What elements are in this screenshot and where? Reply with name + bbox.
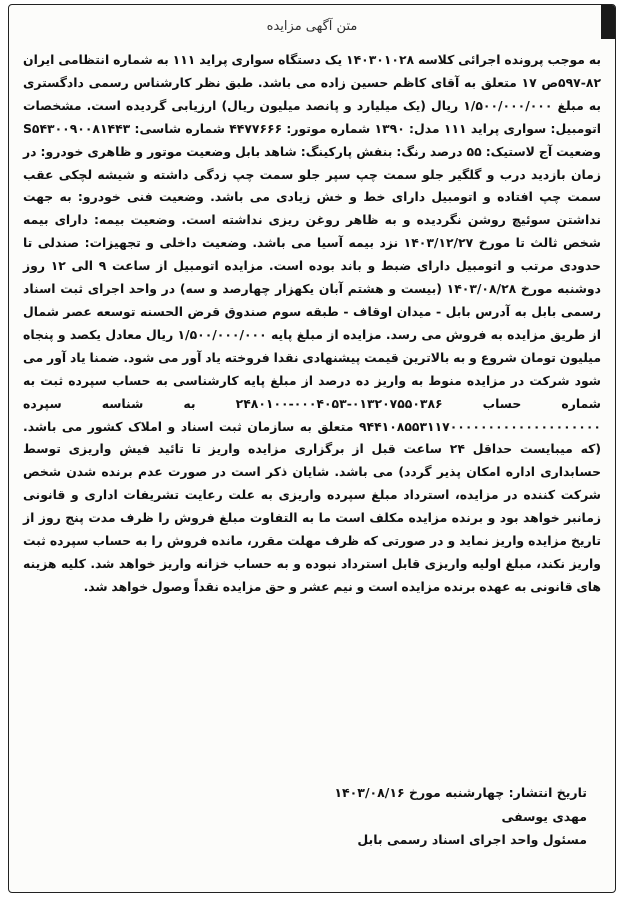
publish-date: تاریخ انتشار: چهارشنبه مورخ ۱۴۰۳/۰۸/۱۶ (334, 785, 587, 800)
notice-body: به موجب پرونده اجرائی کلاسه ۱۴۰۳۰۱۰۲۸ یک دستگاه سواری پراید ۱۱۱ به شماره انتظامی ایران ۸۲-۵۹۷ص ۱۷ متعلق به آقای کاظم حسین زاده می باشد. طبق نظر کارشناس رسمی دادگستری به مبلغ ۱/۵۰۰/۰۰۰/۰۰۰ ریال (یک میلیارد و پانصد میلیون ریال) ارزیابی گردیده است. مشخصات اتومبیل: سواری پراید ۱۱۱ مدل: ۱۳۹۰ شماره موتور: ۴۴۷۷۶۶۶ شماره شاسی: S۵۴۳۰۰۹۰۰۸۱۴۴۳ وضعیت آج لاستیک: ۵۵ درصد رنگ: بنفش پارکینگ: شاهد بابل وضعیت موتور و ظاهری خودرو: در زمان بازدید درب و گلگیر جلو سمت چپ سپر جلو سمت چپ زدگی داشته و شیشه لچکی عقب سمت چپ افتاده و اتومبیل دارای خط و خش زیادی می باشد. وضعیت فنی خودرو: به جهت نداشتن سوئیچ روشن نگردیده و به ظاهر روغن ریزی نداشته است. وضعیت بیمه: دارای بیمه شخص ثالث تا مورخ ۱۴۰۳/۱۲/۲۷ نزد بیمه آسیا می باشد. وضعیت داخلی و تجهیزات: صندلی تا حدودی مرتب و اتومبیل دارای ضبط و باند بوده است. مزایده اتومبیل از ساعت ۹ الی ۱۲ روز دوشنبه مورخ ۱۴۰۳/۰۸/۲۸ (بیست و هشتم آبان یکهزار چهارصد و سه) در واحد اجرای ثبت اسناد رسمی بابل به آدرس بابل - میدان اوقاف - طبقه سوم صندوق قرض الحسنه توسعه عصر شمال از طریق مزایده به فروش می رسد. مزایده از مبلغ پایه ۱/۵۰۰/۰۰۰/۰۰۰ ریال معادل یکصد و پنجاه میلیون تومان شروع و به بالاترین قیمت پیشنهادی نقدا فروخته یاد آور می شود. ضمنا یاد آور می شود شرکت در مزایده منوط به واریز ده درصد از مبلغ پایه کارشناسی به حساب سپرده ثبت به شماره حساب ۰۱۳۲۰۷۵۵۰۳۸۶-۰۰۰۴۰۵۳-۲۴۸۰۱۰۰ به شناسه سپرده ۹۴۴۱۰۸۵۵۳۱۱۷۰۰۰۰۰۰۰۰۰۰۰۰۰۰۰۰۰۰۰۰ متعلق به سازمان ثبت اسناد و املاک کشور می باشد. (که میبایست حداقل ۲۴ ساعت قبل از برگزاری مزایده واریز تا تائید فیش واریزی توسط حسابداری اداره امکان پذیر گردد) می باشد. شایان ذکر است در صورت عدم برنده شدن شخص شرکت کننده در مزایده، استرداد مبلغ سپرده واریزی به علت رعایت تشریفات اداری و قانونی زمانبر خواهد بود و برنده مزایده مکلف است ما به التفاوت مبلغ فروش را ظرف مدت پنج روز از تاریخ مزایده واریز نماید و در صورتی که ظرف مهلت مقرر، مانده فروش را به حساب سپرده ثبت واریز نکند، مبلغ اولیه واریزی قابل استرداد نبوده و به حساب خزانه واریز خواهد شد. کلیه هزینه های قانونی به عهده برنده مزایده است و نیم عشر و حق مزایده نقداً وصول خواهد شد. (23, 52, 602, 594)
signer-name: مهدی یوسفی (501, 808, 587, 824)
notice-title: متن آگهی مزایده (266, 19, 358, 34)
signer-title: مسئول واحد اجرای اسناد رسمی بابل (357, 832, 587, 847)
notice-footer (334, 781, 587, 852)
auction-notice (8, 4, 616, 893)
